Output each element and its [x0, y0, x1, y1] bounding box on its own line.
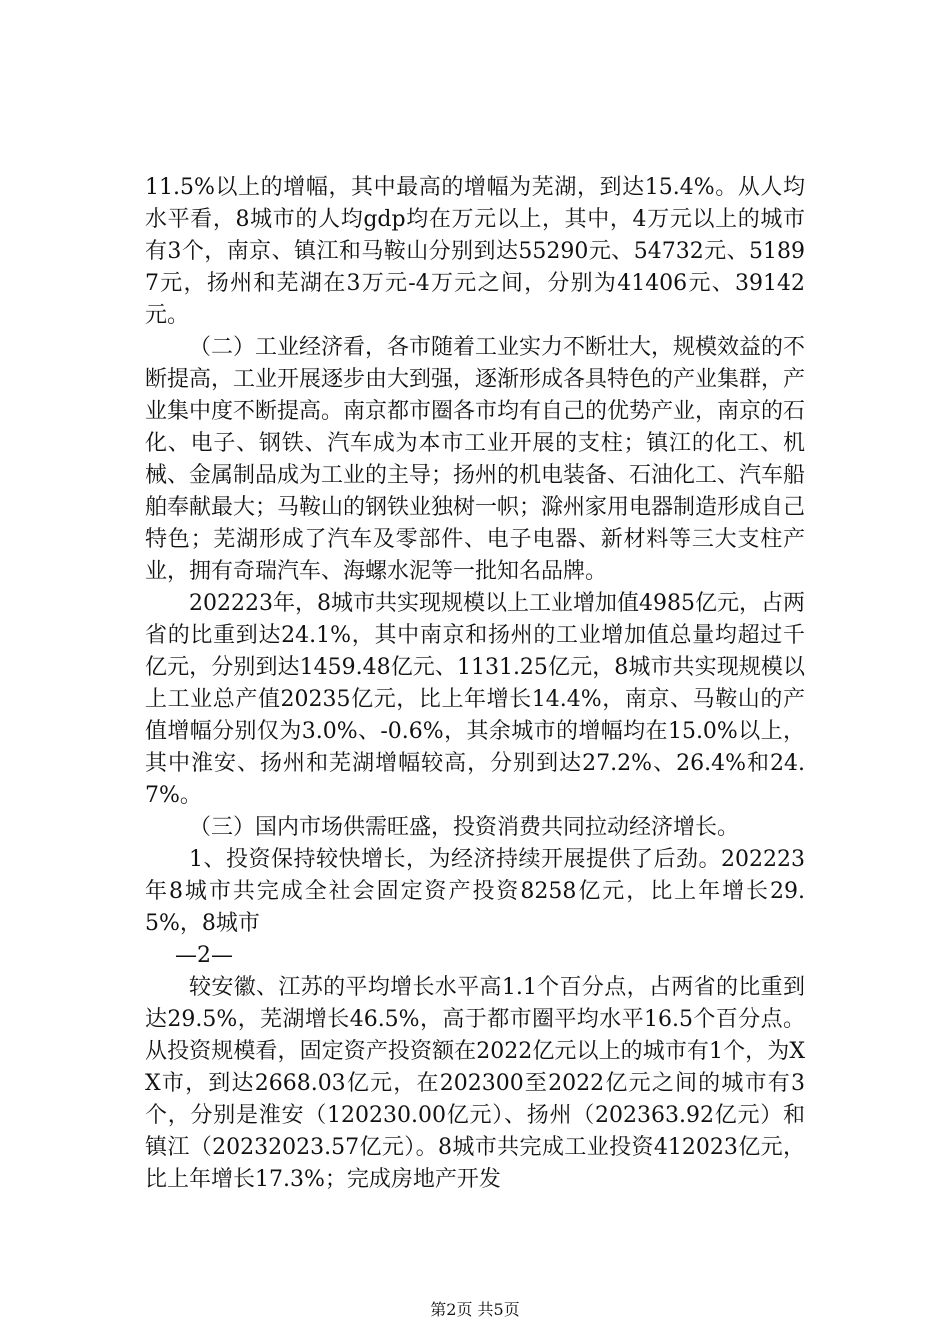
paragraph-gdp-per-capita: 11.5%以上的增幅，其中最高的增幅为芜湖，到达15.4%。从人均水平看，8城市的人均gdp均在万元以上，其中，4万元以上的城市有3个，南京、镇江和马鞍山分别到达55290元、54732元、51897元，扬州和芜湖在3万元-4万元之间，分别为41406元、39142元。: [145, 175, 805, 328]
paragraph-investment-scale: 较安徽、江苏的平均增长水平高1.1个百分点，占两省的比重到达29.5%，芜湖增长46.5%，高于都市圈平均水平16.5个百分点。从投资规模看，固定资产投资额在2022亿元以上的城市有1个，为XX市，到达2668.03亿元，在202300至2022亿元之间的城市有3个，分别是淮安（120230.00亿元）、扬州（202363.92亿元）和镇江（20232023.57亿元）。8城市共完成工业投资412023亿元，比上年增长17.3%；完成房地产开发: [145, 975, 805, 1192]
paragraph-domestic-market-heading: （三）国内市场供需旺盛，投资消费共同拉动经济增长。: [189, 815, 740, 840]
page-marker: —2—: [175, 943, 233, 968]
paragraph-industrial-output: 202223年，8城市共实现规模以上工业增加值4985亿元，占两省的比重到达24.1%，其中南京和扬州的工业增加值总量均超过千亿元，分别到达1459.48亿元、1131.25亿元，8城市共实现规模以上工业总产值20235亿元，比上年增长14.4%，南京、马鞍山的产值增幅分别仅为3.0%、-0.6%，其余城市的增幅均在15.0%以上，其中淮安、扬州和芜湖增幅较高，分别到达27.2%、26.4%和24.7%。: [145, 591, 805, 808]
document-body: [145, 172, 805, 1196]
paragraph-industrial-economy: （二）工业经济看，各市随着工业实力不断壮大，规模效益的不断提高，工业开展逐步由大到强，逐渐形成各具特色的产业集群，产业集中度不断提高。南京都市圈各市均有自己的优势产业，南京的石化、电子、钢铁、汽车成为本市工业开展的支柱；镇江的化工、机械、金属制品成为工业的主导；扬州的机电装备、石油化工、汽车船舶奉献最大；马鞍山的钢铁业独树一帜；滁州家用电器制造形成自己特色；芜湖形成了汽车及零部件、电子电器、新材料等三大支柱产业，拥有奇瑞汽车、海螺水泥等一批知名品牌。: [145, 335, 806, 584]
paragraph-investment-growth: 1、投资保持较快增长，为经济持续开展提供了后劲。202223年8城市共完成全社会固定资产投资8258亿元，比上年增长29.5%，8城市: [145, 847, 805, 936]
page-footer: 第2页 共5页: [430, 1300, 520, 1319]
